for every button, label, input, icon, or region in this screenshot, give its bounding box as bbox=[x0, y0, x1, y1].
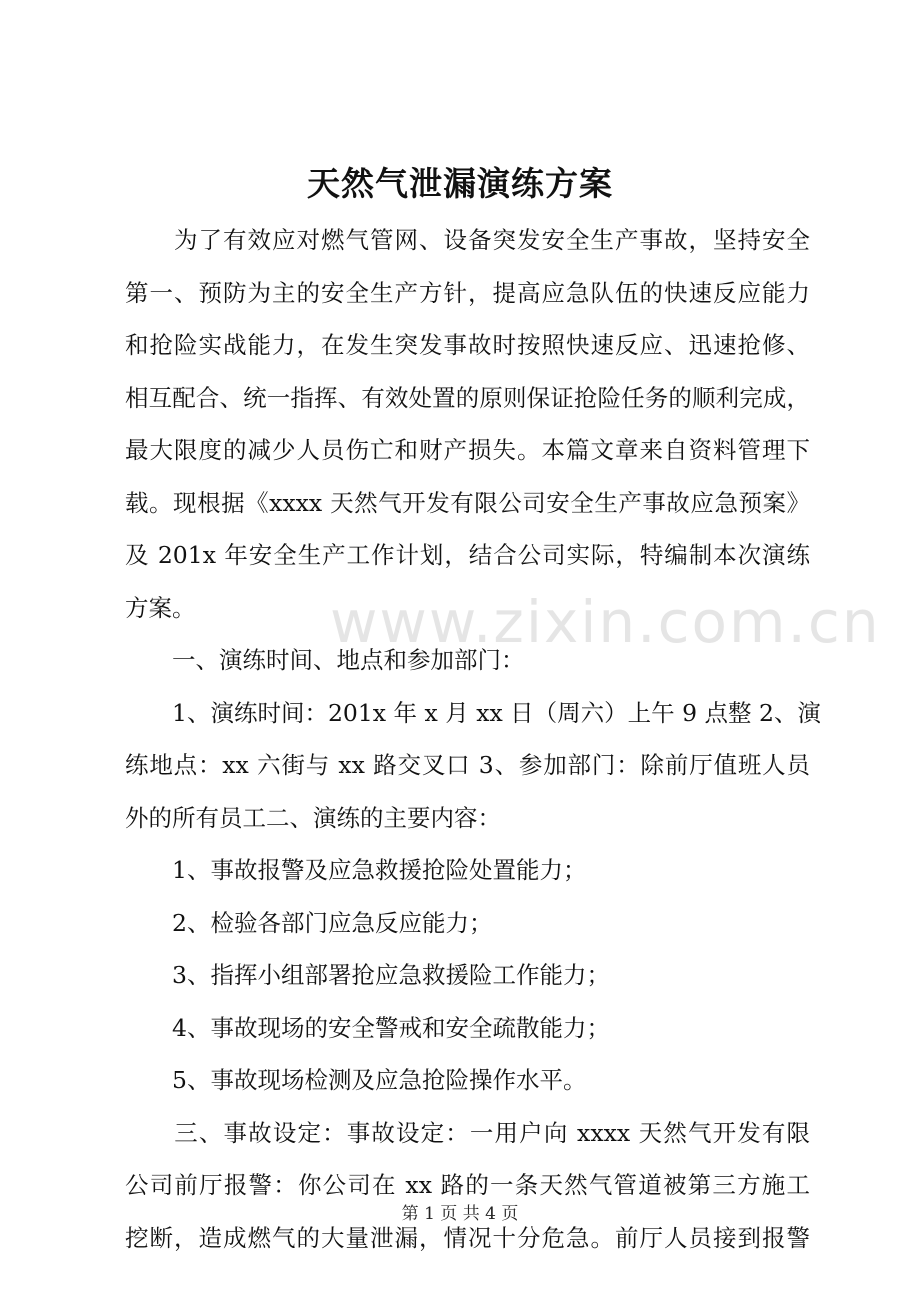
body-line: 及 201x 年安全生产工作计划，结合公司实际，特编制本次演练 bbox=[125, 541, 810, 569]
watermark: www.zixin.com.cn bbox=[330, 588, 881, 656]
body-line: 相互配合、统一指挥、有效处置的原则保证抢险任务的顺利完成， bbox=[125, 383, 810, 412]
section-heading: 一、演练时间、地点和参加部门： bbox=[125, 646, 525, 674]
list-item: 1、事故报警及应急救援抢险处置能力； bbox=[125, 856, 587, 884]
list-item: 2、检验各部门应急反应能力； bbox=[125, 908, 493, 937]
body-line: 载。现根据《xxxx 天然气开发有限公司安全生产事故应急预案》 bbox=[125, 488, 810, 517]
body-line: 为了有效应对燃气管网、设备突发安全生产事故，坚持安全 bbox=[125, 226, 810, 254]
body-line: 最大限度的减少人员伤亡和财产损失。本篇文章来自资料管理下 bbox=[125, 436, 810, 464]
body-line: 三、事故设定：事故设定：一用户向 xxxx 天然气开发有限 bbox=[125, 1118, 810, 1147]
body-line: 方案。 bbox=[125, 593, 196, 622]
list-item: 4、事故现场的安全警戒和安全疏散能力； bbox=[125, 1013, 610, 1042]
body-line: 第一、预防为主的安全生产方针，提高应急队伍的快速反应能力 bbox=[125, 278, 810, 307]
body-line: 和抢险实战能力，在发生突发事故时按照快速反应、迅速抢修、 bbox=[125, 331, 810, 359]
body-line: 挖断，造成燃气的大量泄漏，情况十分危急。前厅人员接到报警 bbox=[125, 1223, 810, 1252]
list-item: 5、事故现场检测及应急抢险操作水平。 bbox=[125, 1066, 587, 1094]
page-footer: 第 1 页 共 4 页 bbox=[401, 1204, 519, 1224]
body-line: 外的所有员工二、演练的主要内容： bbox=[125, 803, 501, 832]
body-line: 公司前厅报警：你公司在 xx 路的一条天然气管道被第三方施工 bbox=[125, 1171, 810, 1199]
body-line: 1、演练时间：201x 年 x 月 xx 日（周六）上午 9 点整 2、演 bbox=[125, 698, 821, 727]
document-body bbox=[125, 214, 821, 1264]
body-line: 练地点：xx 六街与 xx 路交叉口 3、参加部门：除前厅值班人员 bbox=[125, 751, 810, 779]
list-item: 3、指挥小组部署抢应急救援险工作能力； bbox=[125, 961, 610, 989]
document-title: 天然气泄漏演练方案 bbox=[307, 164, 613, 203]
